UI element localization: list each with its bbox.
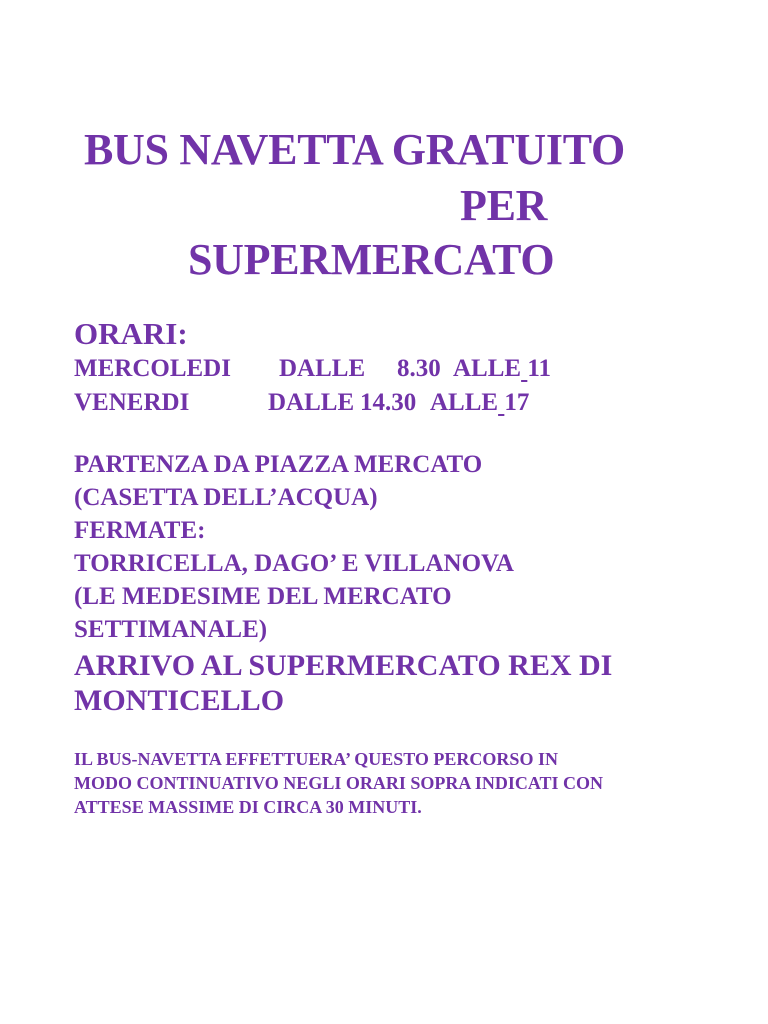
title-line-3: SUPERMERCATO (188, 235, 555, 284)
stops-list: TORRICELLA, DAGO’ E VILLANOVA (74, 550, 514, 577)
arrival-line-1: ARRIVO AL SUPERMERCATO REX DI (74, 649, 613, 682)
schedule-day: VENERDI (74, 389, 190, 416)
schedule-from-label: DALLE (279, 355, 366, 382)
stops-note-line-1: (LE MEDESIME DEL MERCATO (74, 583, 452, 610)
schedule-to-label: ALLE (430, 389, 499, 416)
schedule-to-time: 11 (527, 355, 551, 382)
title-line-2: PER (460, 181, 548, 230)
schedule-day: MERCOLEDI (74, 355, 231, 382)
schedule-heading: ORARI: (74, 316, 188, 351)
schedule-row-wednesday (74, 356, 551, 381)
note-line-1: IL BUS-NAVETTA EFFETTUERA’ QUESTO PERCORSO IN (74, 749, 558, 769)
schedule-to-time: 17 (504, 389, 530, 416)
arrival-line-2: MONTICELLO (74, 684, 285, 717)
stops-label: FERMATE: (74, 517, 206, 544)
title-line-1: BUS NAVETTA GRATUITO (84, 125, 625, 174)
stops-note-line-2: SETTIMANALE) (74, 616, 268, 643)
departure-text: PARTENZA DA PIAZZA MERCATO (74, 451, 483, 478)
schedule-to-label: ALLE (453, 355, 522, 382)
schedule-from-time: 8.30 (397, 355, 441, 382)
departure-note: (CASETTA DELL’ACQUA) (74, 484, 378, 511)
schedule-from-label: DALLE (268, 389, 355, 416)
note-line-2: MODO CONTINUATIVO NEGLI ORARI SOPRA INDICATI CON (74, 773, 604, 793)
schedule-from-time: 14.30 (360, 389, 417, 416)
schedule-row-friday (74, 390, 529, 415)
note-line-3: ATTESE MASSIME DI CIRCA 30 MINUTI. (74, 797, 422, 817)
